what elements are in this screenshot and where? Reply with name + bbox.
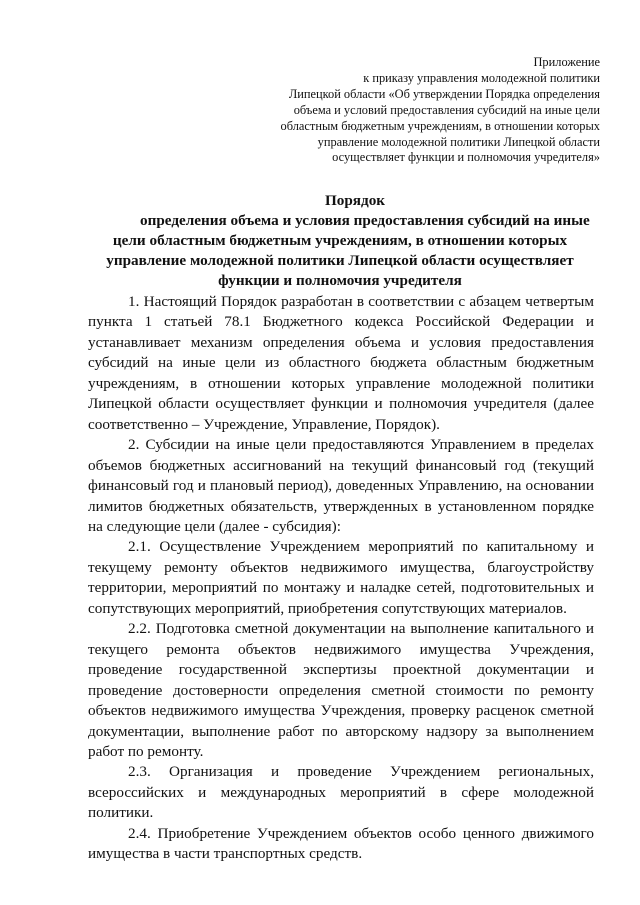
paragraph-2-3: 2.3. Организация и проведение Учреждением региональных, всероссийских и международных мероприятий в сфере молодежной политики. <box>88 763 594 822</box>
appendix-line: объема и условий предоставления субсидий на иные цели <box>293 102 600 117</box>
appendix-header <box>230 55 600 166</box>
appendix-line: областным бюджетным учреждениям, в отношении которых <box>280 118 600 133</box>
appendix-line: осуществляет функции и полномочия учредителя» <box>332 150 600 165</box>
appendix-line: Приложение <box>533 55 600 69</box>
appendix-line: Липецкой области «Об утверждении Порядка определения <box>288 86 600 101</box>
paragraph-2-4: 2.4. Приобретение Учреждением объектов особо ценного движимого имущества в части транспортных средств. <box>88 824 594 863</box>
title-heading: Порядок <box>324 192 386 209</box>
appendix-line: к приказу управления молодежной политики <box>363 70 600 85</box>
paragraph-2-1: 2.1. Осуществление Учреждением мероприятий по капитальному и текущему ремонту объектов недвижимого имущества, благоустройству территории, мероприятий по монтажу и наладке сетей, подготовительных и сопутствующих мероприятий, приобретения сопутствующих материалов. <box>88 538 594 617</box>
appendix-line: управление молодежной политики Липецкой области <box>317 134 600 149</box>
paragraph-1: 1. Настоящий Порядок разработан в соответствии с абзацем четвертым пункта 1 статьей 78.1 Бюджетного кодекса Российской Федерации и устанавливает механизм определения объема и условия предоставления субсидий на иные цели из областного бюджета областным бюджетным учреждениям, в отношении которых управление молодежной политики Липецкой области осуществляет функции и полномочия учредителя (далее соответственно – Учреждение, Управление, Порядок). <box>88 293 594 433</box>
title-line: функции и полномочия учредителя <box>218 272 462 289</box>
title-line: управление молодежной политики Липецкой области осуществляет <box>106 252 574 269</box>
paragraph-2: 2. Субсидии на иные цели предоставляются Управлением в пределах объемов бюджетных ассигнований на текущий финансовый год (текущий финансовый год и плановый период), доведенных Управлению, на основании лимитов бюджетных обязательств, утвержденных в установленном порядке на следующие цели (далее - субсидия): <box>88 436 594 535</box>
paragraph-2-2: 2.2. Подготовка сметной документации на выполнение капитального и текущего ремонта объектов недвижимого имущества Учреждения, проведение государственной экспертизы проектной документации и проведение достоверности определения сметной стоимости по ремонту объектов недвижимого имущества Учреждения, проверку расценок сметной документации, выполнение работ по авторскому надзору за выполнением работ по ремонту. <box>88 620 594 760</box>
title-line: определения объема и условия предоставления субсидий на иные <box>140 212 590 229</box>
title-line: цели областным бюджетным учреждениям, в отношении которых <box>112 232 568 249</box>
document-body <box>88 292 594 865</box>
document-title <box>80 191 600 291</box>
